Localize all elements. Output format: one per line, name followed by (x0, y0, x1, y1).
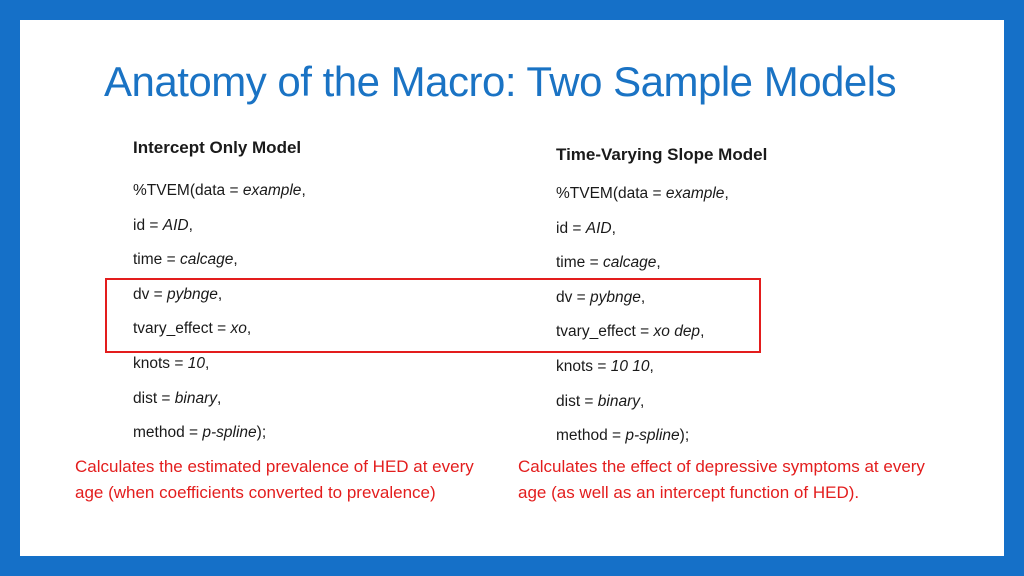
left-model-heading: Intercept Only Model (133, 138, 302, 157)
param-suffix: ); (256, 424, 267, 442)
left-model-note: Calculates the estimated prevalence of HED at every age (when coefficients converted to prevalence) (75, 457, 474, 502)
param-name: time = (556, 254, 603, 272)
param-name: id = (556, 219, 586, 237)
param-name: dist = (556, 392, 598, 410)
right-code-line (556, 427, 689, 445)
param-name: dist = (133, 389, 175, 407)
param-value: xo (230, 320, 247, 338)
right-code-line (556, 393, 644, 411)
param-value: AID (162, 216, 189, 234)
right-code-line (556, 358, 654, 376)
highlight-box (105, 278, 761, 353)
param-name: knots = (133, 355, 188, 372)
slide-title: Anatomy of the Macro: Two Sample Models (104, 58, 897, 105)
param-suffix: , (611, 219, 616, 237)
param-suffix: , (217, 285, 223, 303)
left-code-line (133, 390, 221, 408)
param-suffix: , (640, 288, 646, 306)
right-code-line (556, 220, 616, 238)
param-name: time = (133, 251, 180, 269)
param-value: p-spline (625, 427, 680, 445)
param-suffix: , (700, 323, 705, 341)
left-code-line (133, 355, 209, 373)
param-value: calcage (179, 251, 234, 269)
left-code-line (133, 251, 238, 269)
param-value: 10 10 (610, 358, 650, 375)
right-model-note: Calculates the effect of depressive symptoms at every age (as well as an intercept function of HED). (518, 457, 925, 502)
param-name: tvary_effect = (556, 323, 654, 341)
left-code-line (133, 182, 306, 200)
param-name: knots = (556, 358, 611, 375)
param-name: method = (133, 424, 203, 442)
param-value: pybnge (167, 285, 218, 303)
param-suffix: , (656, 254, 661, 272)
param-value: p-spline (202, 424, 257, 442)
param-value: binary (597, 392, 641, 410)
param-value: binary (174, 389, 218, 407)
param-suffix: , (246, 320, 252, 338)
param-value: example (665, 185, 725, 202)
left-code-line (133, 217, 193, 235)
param-name: dv = (133, 285, 168, 303)
param-name: id = (133, 216, 163, 234)
param-suffix: , (301, 182, 306, 199)
param-suffix: , (217, 389, 222, 407)
left-code-line (133, 424, 266, 442)
param-name: %TVEM(data = (556, 185, 666, 202)
param-name: tvary_effect = (133, 320, 231, 338)
param-value: example (242, 182, 302, 199)
param-value: 10 (187, 355, 205, 372)
param-name: method = (556, 427, 626, 445)
param-name: dv = (556, 288, 591, 306)
slide (20, 20, 1004, 556)
param-suffix: , (724, 185, 729, 202)
param-value: AID (585, 219, 612, 237)
param-suffix: , (188, 216, 193, 234)
param-value: pybnge (590, 288, 641, 306)
right-code-line (556, 254, 661, 272)
param-suffix: , (233, 251, 238, 269)
param-value: calcage (602, 254, 657, 272)
param-suffix: ); (679, 427, 690, 445)
param-suffix: , (640, 392, 645, 410)
param-name: %TVEM(data = (133, 182, 243, 199)
param-suffix: , (204, 355, 210, 372)
right-model-heading: Time-Varying Slope Model (556, 145, 768, 164)
param-suffix: , (649, 358, 654, 375)
param-value: xo dep (653, 323, 701, 341)
right-code-line (556, 185, 729, 203)
